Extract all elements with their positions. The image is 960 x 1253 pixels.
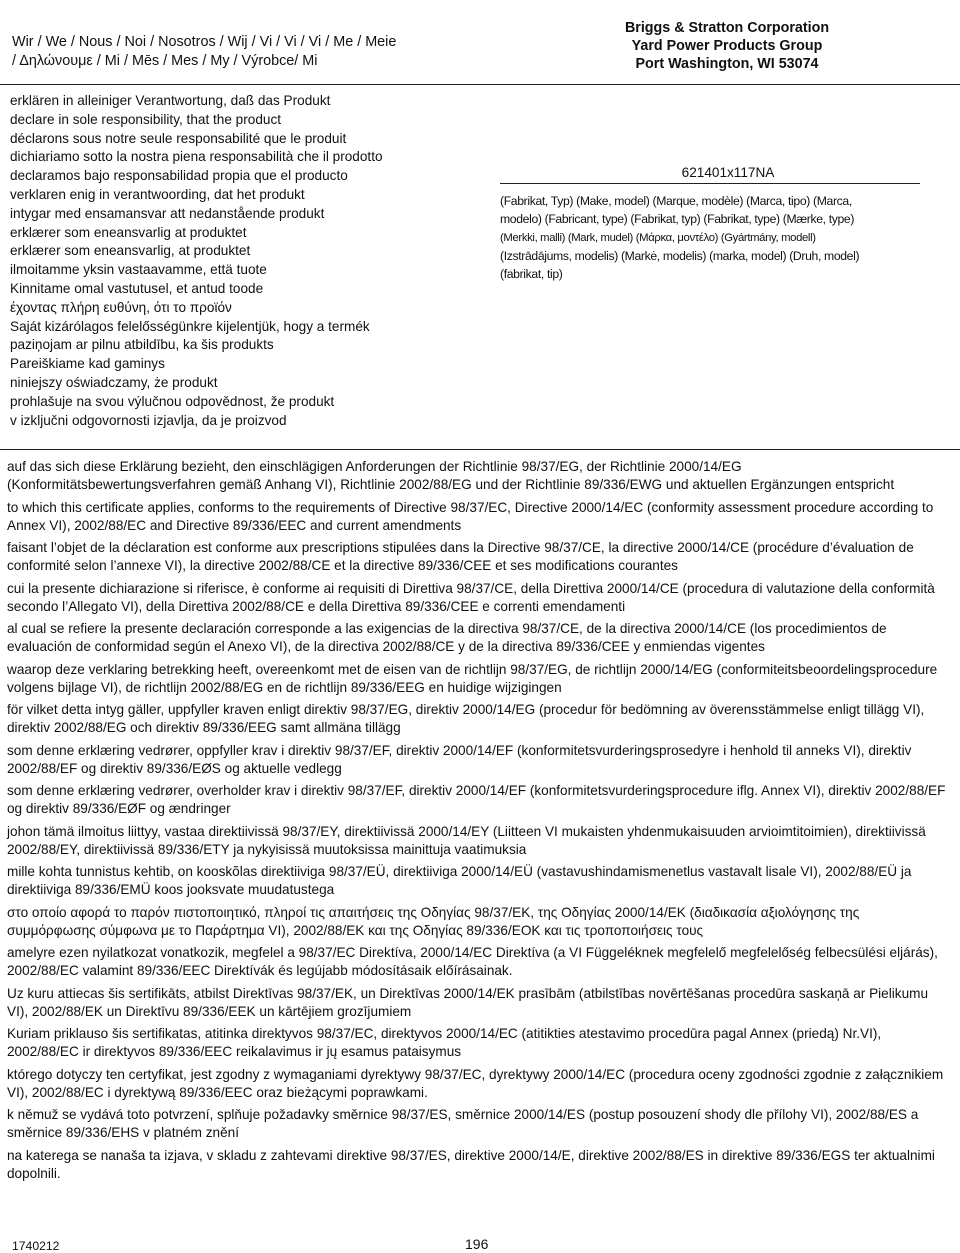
conformity-paragraph: Kuriam priklauso šis sertifikatas, atitinka direktyvos 98/37/EC, direktyvos 2000/14/EC (atitikties atestavimo procedūra pagal Annex (priedą) Nr.VI), 2002/88/EC ir direktyvos 89/336/EEC reikalavimus ir jų esamus pataisymus — [7, 1026, 882, 1059]
conformity-paragraph: faisant l’objet de la déclaration est conforme aux prescriptions stipulées dans la Directive 98/37/CE, la directive 2000/14/CE (procédure d’évaluation de conformité selon l’annexe VI), la directive 2002/88/CE et la directive 89/336/CEE et ses modifications courantes — [7, 540, 914, 573]
model-number: 621401x117NA — [681, 165, 775, 180]
conformity-paragraph: al cual se refiere la presente declaración corresponde a las exigencias de la directiva 98/37/CE, de la directiva 2000/14/CE (los procedimientos de evaluación de conformidad según el Anexo VI), de la directiva 2002/88/CE y de la directiva 89/336/CEE y enmiendas vigentes — [7, 621, 887, 654]
conformity-paragraph: som denne erklæring vedrører, oppfyller krav i direktiv 98/37/EF, direktiv 2000/14/EF (konformitetsvurderingsprosedyre i henhold til anneks VI), direktiv 2002/88/EF og direktiv 89/336/EØS og aktuelle vedlegg — [7, 742, 912, 776]
conformity-paragraph: auf das sich diese Erklärung bezieht, den einschlägigen Anforderungen der Richtlinie 98/37/EG, der Richtlinie 2000/14/EG (Konformitätsbewertungsverfahren gemäß Anhang VI), Richtlinie 2002/88/EG und der Richtlinie 89/336/EWG und aktuellen Ergänzungen entspricht — [7, 459, 895, 492]
declaration-line: Saját kizárólagos felelősségünkre kijelentjük, hogy a termék — [10, 318, 370, 334]
company-name: Briggs & Stratton Corporation — [624, 20, 830, 36]
conformity-paragraph: amelyre ezen nyilatkozat vonatkozik, megfelel a 98/37/EC Direktíva, 2000/14/EC Direktíva (a VI Függeléknek megfelelő megfelelőség felbecsülési eljárás), 2002/88/EC valamint 89/336/EEC Direktívák és legújabb módosításaik előírásainak. — [7, 945, 938, 978]
conformity-paragraph: στο οποίο αφορά το παρόν πιστοποιητικό, πληροί τις απαιτήσεις της Οδηγίας 98/37/ΕΚ, της Οδηγίας 2000/14/ΕΚ (διαδικασία αξιολόγησης της συμμόρφωσης σύμφωνα με το Παράρτημα VI), 2002/88/ΕΚ και της Οδηγίας 89/336/ΕΟΚ και τις τροποποιήσεις τους — [7, 904, 860, 938]
conformity-paragraph: cui la presente dichiarazione si riferisce, è conforme ai requisiti di Direttiva 98/37/CE, della Direttiva 2000/14/CE (procedura di valutazione della conformità secondo l’Allegato VI), della Direttiva 2002/88/CE e della Direttiva 89/336/CEE e correnti emendamenti — [7, 580, 935, 614]
declaration-line: déclarons sous notre seule responsabilité que le produit — [10, 130, 347, 146]
header-languages-line: / Δηλώνουμε / Mi / Mēs / Mes / My / Výrobce/ Mi — [12, 53, 318, 69]
header-languages-line: Wir / We / Nous / Noi / Nosotros / Wij / Vi / Vi / Vi / Me / Meie — [12, 34, 397, 50]
declaration-line: έχοντας πλήρη ευθύνη, ότι το προϊόν — [10, 299, 232, 315]
declaration-line: erklærer som eneansvarlig at produktet — [10, 224, 247, 240]
type-designation-line: (Fabrikat, Typ) (Make, model) (Marque, modèle) (Marca, tipo) (Marca, — [500, 194, 852, 208]
type-designation-line: (Izstrādājums, modelis) (Markė, modelis) (marka, model) (Druh, model) — [500, 248, 860, 263]
model-number-underline — [500, 183, 920, 184]
declaration-line: ilmoitamme yksin vastaavamme, että tuote — [10, 262, 267, 278]
type-designation-line: (Merkki, malli) (Mark, mudel) (Μάρκα, μοντέλο) (Gyártmány, modell) — [500, 231, 816, 244]
company-address: Port Washington, WI 53074 — [635, 56, 819, 72]
conformity-paragraph: för vilket detta intyg gäller, uppfyller kraven enligt direktiv 98/37/EG, direktiv 2000/14/EG (procedur för bedömning av överensstämmelse enligt tillägg VI), direktiv 2002/88/EG och direktiv 89/336/EEG samt allmäna tillägg — [7, 702, 925, 735]
declaration-line: declare in sole responsibility, that the product — [10, 111, 282, 127]
declaration-line: v izključni odgovornosti izjavlja, da je proizvod — [10, 412, 287, 428]
conformity-paragraph: k němuž se vydává toto potvrzení, splňuje požadavky směrnice 98/37/ES, směrnice 2000/14/ES (postup posouzení shody dle přílohy VI), 2002/88/ES a směrnice 89/336/EHS v platném znění — [7, 1107, 919, 1140]
conformity-paragraph: to which this certificate applies, conforms to the requirements of Directive 98/37/EC, Directive 2000/14/EC (conformity assessment procedure according to Annex VI), 2002/88/EC and Directive 89/336/EEC and current amendments — [7, 499, 934, 533]
conformity-statements — [7, 458, 947, 1187]
declaration-line: erklærer som eneansvarlig, at produktet — [10, 243, 251, 259]
conformity-paragraph: na katerega se nanaša ta izjava, v skladu z zahtevami direktive 98/37/ES, direktive 2000/14/E, direktive 2002/88/ES in direktive 89/336/EGS ter aktualnimi dopolnili. — [7, 1147, 935, 1181]
header-divider — [0, 84, 960, 85]
conformity-paragraph: som denne erklæring vedrører, overholder krav i direktiv 98/37/EF, direktiv 2000/14/EF (konformitetsvurderingsprocedure iflg. Annex VI), direktiv 2002/88/EF og direktiv 89/336/EØF og ændringer — [7, 783, 946, 816]
declaration-line: Pareiškiame kad gaminys — [10, 356, 165, 372]
declaration-line: dichiariamo sotto la nostra piena responsabilità che il prodotto — [10, 149, 383, 165]
type-designation-line: modelo) (Fabricant, type) (Fabrikat, typ) (Fabrikat, type) (Mærke, type) — [500, 212, 855, 227]
header-languages — [12, 33, 482, 71]
conformity-paragraph: mille kohta tunnistus kehtib, on kooskõlas direktiiviga 98/37/EÜ, direktiiviga 2000/14/EÜ (vastavushindamismenetlus vastavalt lisale VI), 2002/88/EÜ ja direktiiviga 89/336/EMÜ koos jooksvate muudatustega — [7, 864, 912, 897]
conformity-paragraph: waarop deze verklaring betrekking heeft, overeenkomt met de eisen van de richtlijn 98/37/EG, de richtlijn 2000/14/EG (conformiteitsbeoordelingsprocedure volgens bijlage VI), de richtlijn 2002/88/EG en de richtlijn 89/336/EEG en huidige wijzigingen — [7, 661, 938, 695]
type-designations — [500, 192, 940, 283]
declaration-line: intygar med ensamansvar att nedanstående produkt — [10, 205, 325, 221]
declaration-line: verklaren enig in verantwoording, dat het produkt — [10, 186, 305, 202]
conformity-paragraph: johon tämä ilmoitus liittyy, vastaa direktiivissä 98/37/EY, direktiivissä 2000/14/EY (Liitteen VI mukaisten yhdenmukaisuuden arvioimtitoimien), direktiivissä 2002/88/EY, direktiivissä 89/336/ETY ja nykyisissä muutoksissa mainittuja vaatimuksia — [7, 823, 926, 857]
declaration-line: paziņojam ar pilnu atbildību, ka šis produkts — [10, 337, 274, 353]
conformity-paragraph: Uz kuru attiecas šis sertifikāts, atbilst Direktīvas 98/37/EK, un Direktīvas 2000/14/EK prasībām (atbilstības novērtēšanas procedūra saskaņā ar Pielikumu VI), 2002/88/EK un Direktīvu 89/336/EEK un kārtējiem grozījumiem — [7, 985, 929, 1019]
company-division: Yard Power Products Group — [631, 38, 823, 54]
declaration-line: declaramos bajo responsabilidad propia que el producto — [10, 168, 348, 184]
company-block — [604, 19, 850, 73]
section-divider — [0, 449, 960, 450]
declaration-line: prohlašuje na svou výlučnou odpovědnost, že produkt — [10, 393, 335, 409]
conformity-paragraph: którego dotyczy ten certyfikat, jest zgodny z wymaganiami dyrektywy 98/37/EC, dyrektywy 2000/14/EC (procedura oceny zgodności zgodnie z załącznikiem VI), 2002/88/EC i dyrektywą 89/336/EEC oraz bieżącymi poprawkami. — [7, 1066, 944, 1100]
type-designation-line: (fabrikat, tip) — [500, 267, 563, 282]
declaration-line: niniejszy oświadczamy, że produkt — [10, 374, 218, 390]
declaration-line: erklären in alleiniger Verantwortung, daß das Produkt — [10, 93, 331, 108]
declaration-list — [10, 92, 480, 430]
document-code: 1740212 — [12, 1239, 60, 1253]
declaration-line: Kinnitame omal vastutusel, et antud toode — [10, 280, 264, 296]
page-number: 196 — [465, 1236, 489, 1252]
